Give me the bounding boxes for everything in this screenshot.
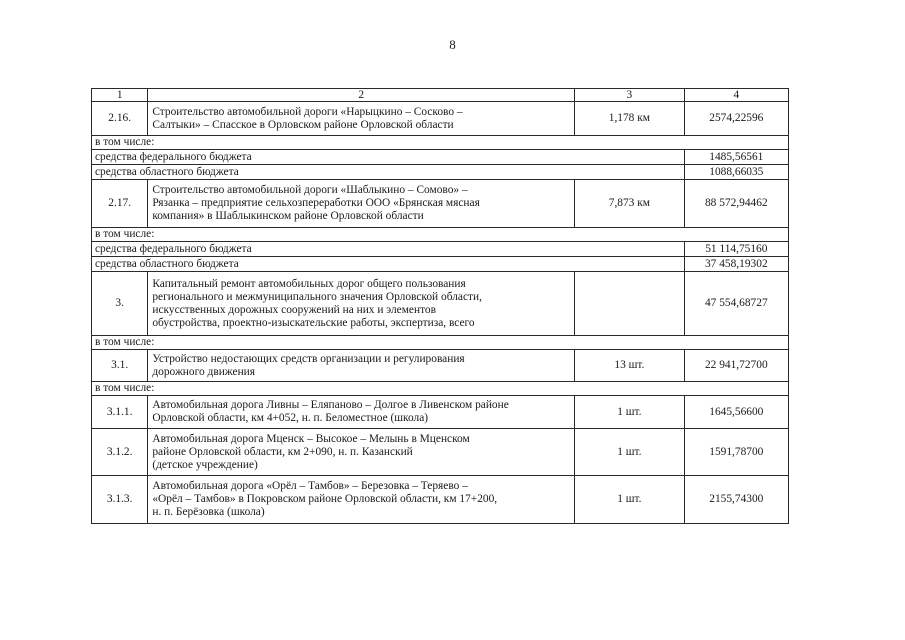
- row-name-line: Строительство автомобильной дороги «Шаблыкино – Сомово» –: [152, 184, 468, 196]
- row-value: 2155,74300: [684, 476, 788, 524]
- row-number: 2.16.: [92, 102, 148, 136]
- row-quantity: [575, 272, 685, 336]
- row-value: 1591,78700: [684, 429, 788, 476]
- note-row: [92, 228, 789, 242]
- row-name-line: Автомобильная дорога Мценск – Высокое – Мелынь в Мценском: [152, 432, 470, 445]
- header-cell-value: 4: [684, 89, 788, 102]
- row-name-line: н. п. Берёзовка (школа): [152, 506, 265, 518]
- row-name-line: обустройства, проектно-изыскательские работы, экспертиза, всего: [152, 316, 475, 329]
- row-name: [148, 350, 575, 382]
- note-row: [92, 136, 789, 150]
- row-value: 22 941,72700: [684, 350, 788, 382]
- row-value: 2574,22596: [684, 102, 788, 136]
- table-row: [92, 180, 789, 228]
- row-quantity: 7,873 км: [575, 180, 685, 228]
- row-name-line: дорожного движения: [152, 365, 256, 378]
- table-row: [92, 272, 789, 336]
- row-value: 47 554,68727: [684, 272, 788, 336]
- row-number: 3.1.1.: [92, 396, 148, 429]
- row-value: 1645,56600: [684, 396, 788, 429]
- row-name-line: регионального и межмуниципального значения Орловской области,: [152, 290, 482, 303]
- row-name-line: «Орёл – Тамбов» в Покровском районе Орловской области, км 17+200,: [152, 493, 498, 505]
- row-name-line: Автомобильная дорога Ливны – Еляпаново – Долгое в Ливенском районе: [152, 399, 509, 411]
- row-name: [148, 102, 575, 136]
- subtotal-row: [92, 242, 789, 257]
- header-cell-qty: 3: [575, 89, 685, 102]
- note-text: в том числе:: [92, 336, 789, 350]
- subtotal-value: 1088,66035: [684, 165, 788, 180]
- note-row: [92, 336, 789, 350]
- note-text: в том числе:: [92, 228, 789, 242]
- table-row: [92, 429, 789, 476]
- header-cell-name: 2: [148, 89, 575, 102]
- row-name-line: Автомобильная дорога «Орёл – Тамбов» – Березовка – Теряево –: [152, 480, 468, 492]
- table-row: [92, 476, 789, 524]
- row-name-line: Рязанка – предприятие сельхозпереработки ООО «Брянская мясная: [152, 197, 480, 209]
- row-quantity: 13 шт.: [575, 350, 685, 382]
- note-text: в том числе:: [92, 382, 789, 396]
- row-name-line: Орловской области, км 4+052, н. п. Беломестное (школа): [152, 412, 429, 424]
- note-row: [92, 382, 789, 396]
- subtotal-row: [92, 257, 789, 272]
- subtotal-value: 51 114,75160: [684, 242, 788, 257]
- table-body: [92, 89, 789, 524]
- subtotal-label: средства областного бюджета: [92, 165, 685, 180]
- subtotal-label: средства федерального бюджета: [92, 242, 685, 257]
- row-number: 3.1.2.: [92, 429, 148, 476]
- row-name-line: Капитальный ремонт автомобильных дорог общего пользования: [152, 277, 466, 290]
- row-name-line: (детское учреждение): [152, 458, 258, 471]
- row-name-line: Салтыки» – Спасское в Орловском районе Орловской области: [152, 118, 454, 131]
- row-name-line: районе Орловской области, км 2+090, н. п. Казанский: [152, 445, 413, 458]
- table-row: [92, 396, 789, 429]
- row-name: [148, 429, 575, 476]
- row-number: 3.1.3.: [92, 476, 148, 524]
- row-name-line: Устройство недостающих средств организации и регулирования: [152, 352, 465, 365]
- subtotal-value: 1485,56561: [684, 150, 788, 165]
- row-value: 88 572,94462: [684, 180, 788, 228]
- subtotal-label: средства федерального бюджета: [92, 150, 685, 165]
- table-row: [92, 102, 789, 136]
- table-header-row: [92, 89, 789, 102]
- budget-table: [91, 88, 789, 524]
- note-text: в том числе:: [92, 136, 789, 150]
- row-name: [148, 180, 575, 228]
- row-quantity: 1 шт.: [575, 429, 685, 476]
- row-number: 2.17.: [92, 180, 148, 228]
- row-name: [148, 396, 575, 429]
- row-quantity: 1,178 км: [575, 102, 685, 136]
- row-name: [148, 272, 575, 336]
- subtotal-row: [92, 150, 789, 165]
- row-quantity: 1 шт.: [575, 396, 685, 429]
- row-name-line: искусственных дорожных сооружений на них и элементов: [152, 303, 436, 316]
- row-name-line: компания» в Шаблыкинском районе Орловской области: [152, 210, 424, 222]
- header-cell-num: 1: [92, 89, 148, 102]
- subtotal-label: средства областного бюджета: [92, 257, 685, 272]
- row-number: 3.1.: [92, 350, 148, 382]
- subtotal-value: 37 458,19302: [684, 257, 788, 272]
- table-row: [92, 350, 789, 382]
- row-number: 3.: [92, 272, 148, 336]
- page-number: 8: [449, 37, 456, 52]
- row-name-line: Строительство автомобильной дороги «Нарыцкино – Сосково –: [152, 105, 463, 118]
- row-name: [148, 476, 575, 524]
- subtotal-row: [92, 165, 789, 180]
- row-quantity: 1 шт.: [575, 476, 685, 524]
